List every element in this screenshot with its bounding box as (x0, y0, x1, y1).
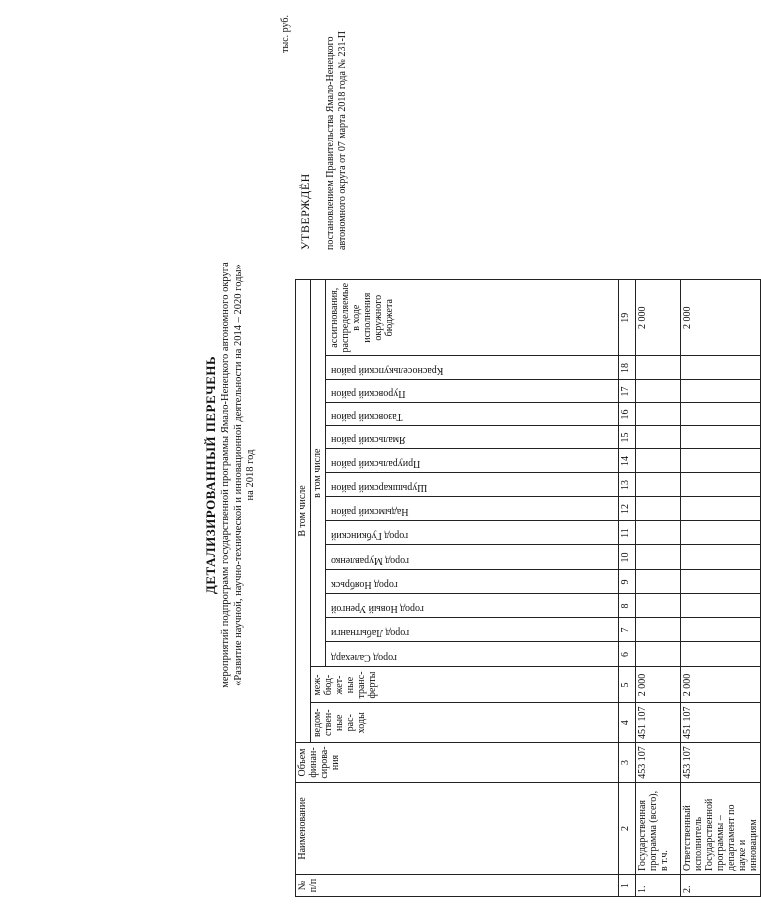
column-number: 3 (619, 743, 636, 783)
row-transfers: 2 000 (636, 667, 681, 703)
header-number-label: № п/п (297, 878, 319, 893)
column-number: 19 (619, 279, 636, 356)
row-district-value (681, 403, 761, 426)
header-volume (296, 743, 619, 783)
column-number: 15 (619, 426, 636, 449)
row-district-value (681, 594, 761, 618)
district-header (326, 642, 619, 667)
district-label: Шурышкарский район (331, 482, 428, 494)
column-number: 9 (619, 570, 636, 594)
row-district-value (636, 521, 681, 545)
row-district-value (636, 545, 681, 570)
district-header (326, 545, 619, 570)
row-district-value (636, 356, 681, 380)
district-label: город Губкинский (331, 530, 409, 542)
district-header (326, 473, 619, 497)
district-header (326, 403, 619, 426)
district-header (326, 449, 619, 473)
approval-decree-text: постановлением Правительства Ямало-Ненецкого автономного округа от 07 марта 2018 года № 231-П (325, 30, 348, 250)
column-number: 4 (619, 703, 636, 743)
row-district-value (681, 545, 761, 570)
row-district-value (681, 426, 761, 449)
column-number: 10 (619, 545, 636, 570)
row-district-value (636, 403, 681, 426)
column-number: 6 (619, 642, 636, 667)
column-number: 2 (619, 783, 636, 875)
document-title: ДЕТАЛИЗИРОВАННЫЙ ПЕРЕЧЕНЬ (203, 355, 218, 595)
row-transfers: 2 000 (681, 667, 761, 703)
district-label: Пуровский район (331, 388, 406, 400)
row-district-value (636, 449, 681, 473)
row-name: Ответственный исполнитель Государственной программы – департамент по науке и инновациям (681, 783, 761, 875)
row-number: 2. (681, 875, 761, 897)
subtitle-line-3: на 2018 год (245, 449, 257, 501)
row-volume: 453 107 (636, 743, 681, 783)
district-header (326, 570, 619, 594)
row-district-value (681, 570, 761, 594)
row-district-value (636, 570, 681, 594)
column-number: 7 (619, 618, 636, 642)
row-district-value (681, 642, 761, 667)
row-agency: 451 107 (636, 703, 681, 743)
table-row (636, 279, 681, 896)
district-header (326, 618, 619, 642)
row-district-value (636, 473, 681, 497)
column-number: 14 (619, 449, 636, 473)
header-including-2: в том числе (311, 279, 326, 667)
district-label: город Лабытнанги (331, 627, 410, 639)
row-district-value (636, 380, 681, 403)
header-volume-label: Объем финан- сирова- ния (297, 746, 341, 779)
row-number: 1. (636, 875, 681, 897)
district-label: Ямальский район (331, 434, 406, 446)
approval-stamp-title: УТВЕРЖДЁН (298, 173, 312, 250)
district-header (326, 426, 619, 449)
district-label: ассигнования, распределяемые в ходе исполнения окружного бюджета (329, 282, 395, 353)
header-agency-label: ведом- ствен- ные рас- ходы (312, 708, 367, 738)
row-budget-value: 2 000 (681, 279, 761, 356)
row-district-value (681, 356, 761, 380)
header-name (296, 783, 619, 875)
row-district-value (681, 521, 761, 545)
row-district-value (681, 380, 761, 403)
row-budget-value: 2 000 (636, 279, 681, 356)
column-number: 13 (619, 473, 636, 497)
row-volume: 453 107 (681, 743, 761, 783)
district-header (326, 380, 619, 403)
row-district-value (636, 497, 681, 521)
row-district-value (681, 497, 761, 521)
header-including: В том числе (296, 279, 311, 742)
column-number: 5 (619, 667, 636, 703)
row-district-value (636, 594, 681, 618)
district-label: Приуральский район (331, 458, 421, 470)
district-label: город Салехард (331, 652, 397, 664)
row-name: Государственная программа (всего), в т.ч. (636, 783, 681, 875)
column-number: 1 (619, 875, 636, 897)
header-agency-expenses (311, 703, 619, 743)
row-district-value (681, 618, 761, 642)
table-row (681, 279, 761, 896)
district-header-budget (326, 279, 619, 356)
header-transfers-label: меж- бюд- жет- ные транс- ферты (312, 671, 378, 699)
column-number: 8 (619, 594, 636, 618)
unit-label: тыс. руб. (280, 15, 291, 53)
row-district-value (636, 642, 681, 667)
row-district-value (636, 426, 681, 449)
district-label: Тазовский район (331, 411, 403, 423)
column-number-row (619, 279, 636, 896)
column-number: 11 (619, 521, 636, 545)
column-number: 12 (619, 497, 636, 521)
district-header (326, 497, 619, 521)
funding-table (295, 279, 761, 897)
column-number: 18 (619, 356, 636, 380)
district-label: город Новый Уренгой (331, 603, 424, 615)
header-name-label: Наименование (297, 797, 308, 860)
row-district-value (636, 618, 681, 642)
subtitle-line-1: мероприятий подпрограмм государственной программы Ямало-Ненецкого автономного округа (220, 262, 231, 688)
district-label: город Ноябрьск (331, 579, 398, 591)
column-number: 16 (619, 403, 636, 426)
column-number: 17 (619, 380, 636, 403)
district-header (326, 594, 619, 618)
header-number (296, 875, 619, 897)
district-label: Надымский район (331, 506, 409, 518)
subtitle-line-2: «Развитие научной, научно-технической и инновационной деятельности на 2014 – 2020 годы» (232, 264, 244, 686)
row-agency: 451 107 (681, 703, 761, 743)
district-label: Красноселькупский район (331, 365, 444, 377)
district-label: город Муравленко (331, 555, 409, 567)
district-header (326, 356, 619, 380)
document-subtitle (220, 165, 258, 785)
row-district-value (681, 473, 761, 497)
header-interbudget-transfers (311, 667, 619, 703)
district-header (326, 521, 619, 545)
row-district-value (681, 449, 761, 473)
